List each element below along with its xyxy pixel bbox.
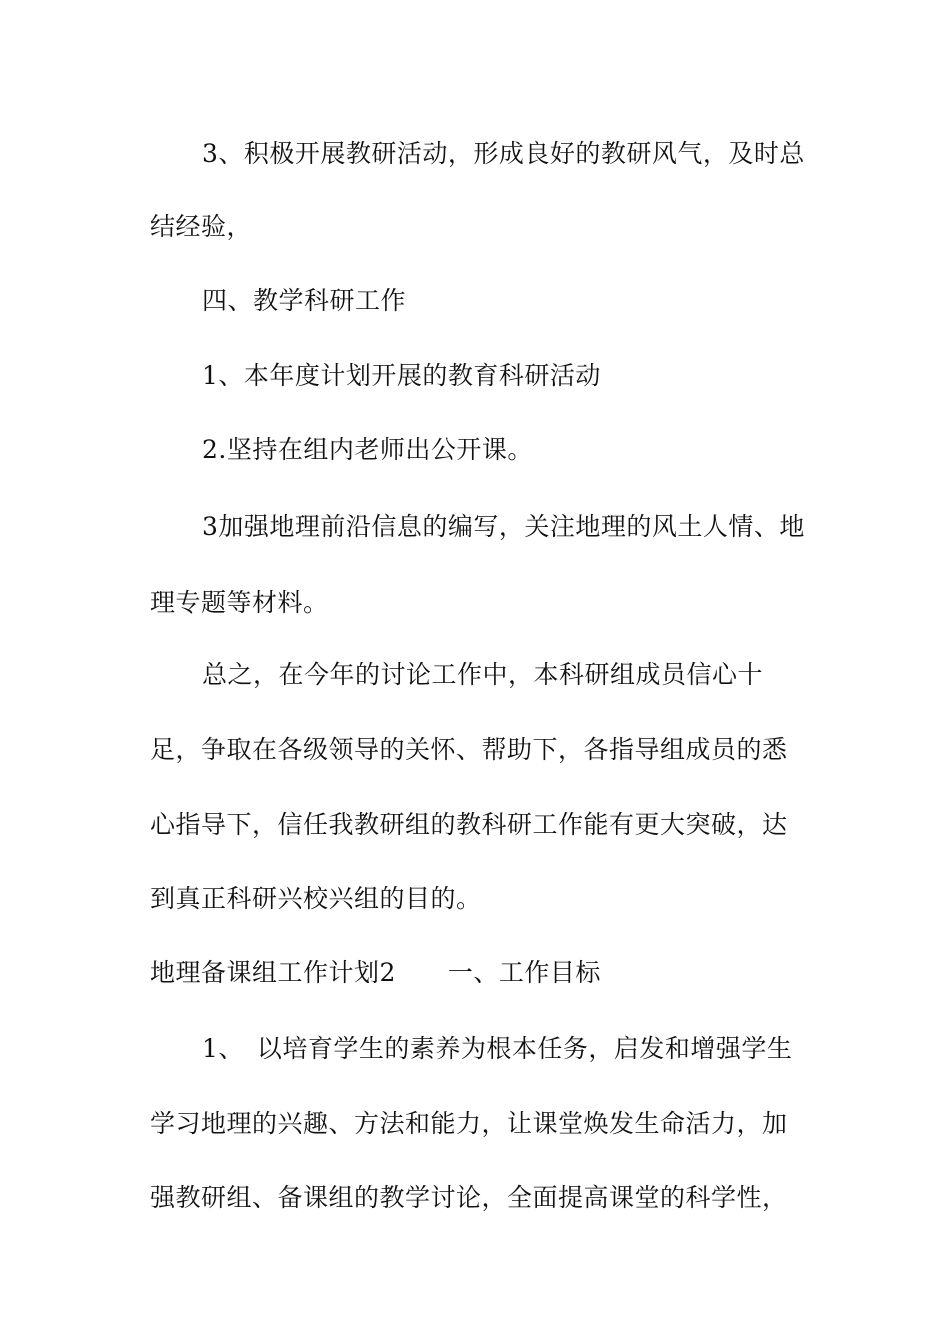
section-title: 地理备课组工作计划2	[150, 958, 396, 987]
paragraph-line: 到真正科研兴校兴组的目的。	[150, 884, 482, 913]
paragraph-line: 3、积极开展教研活动，形成良好的教研风气，及时总	[202, 139, 805, 168]
paragraph-line: 3加强地理前沿信息的编写，关注地理的风土人情、地	[202, 512, 805, 541]
section-subtitle: 一、工作目标	[447, 958, 601, 987]
section-title-row	[150, 958, 601, 988]
paragraph-line: 总之，在今年的讨论工作中，本科研组成员信心十	[202, 660, 764, 689]
paragraph-line: 强教研组、备课组的教学讨论，全面提高课堂的科学性，	[150, 1183, 788, 1212]
paragraph-line: 心指导下，信任我教研组的教科研工作能有更大突破，达	[150, 810, 788, 839]
paragraph-line: 理专题等材料。	[150, 588, 329, 617]
paragraph-line: 2.坚持在组内老师出公开课。	[202, 435, 533, 464]
paragraph-line: 学习地理的兴趣、方法和能力，让课堂焕发生命活力，加	[150, 1109, 788, 1138]
paragraph-line: 结经验，	[150, 212, 253, 241]
paragraph-line: 1、本年度计划开展的教育科研活动	[202, 361, 601, 390]
section-heading: 四、教学科研工作	[202, 286, 407, 315]
paragraph-line: 1、 以培育学生的素养为根本任务，启发和增强学生	[202, 1034, 793, 1063]
paragraph-line: 足，争取在各级领导的关怀、帮助下，各指导组成员的悉	[150, 735, 788, 764]
